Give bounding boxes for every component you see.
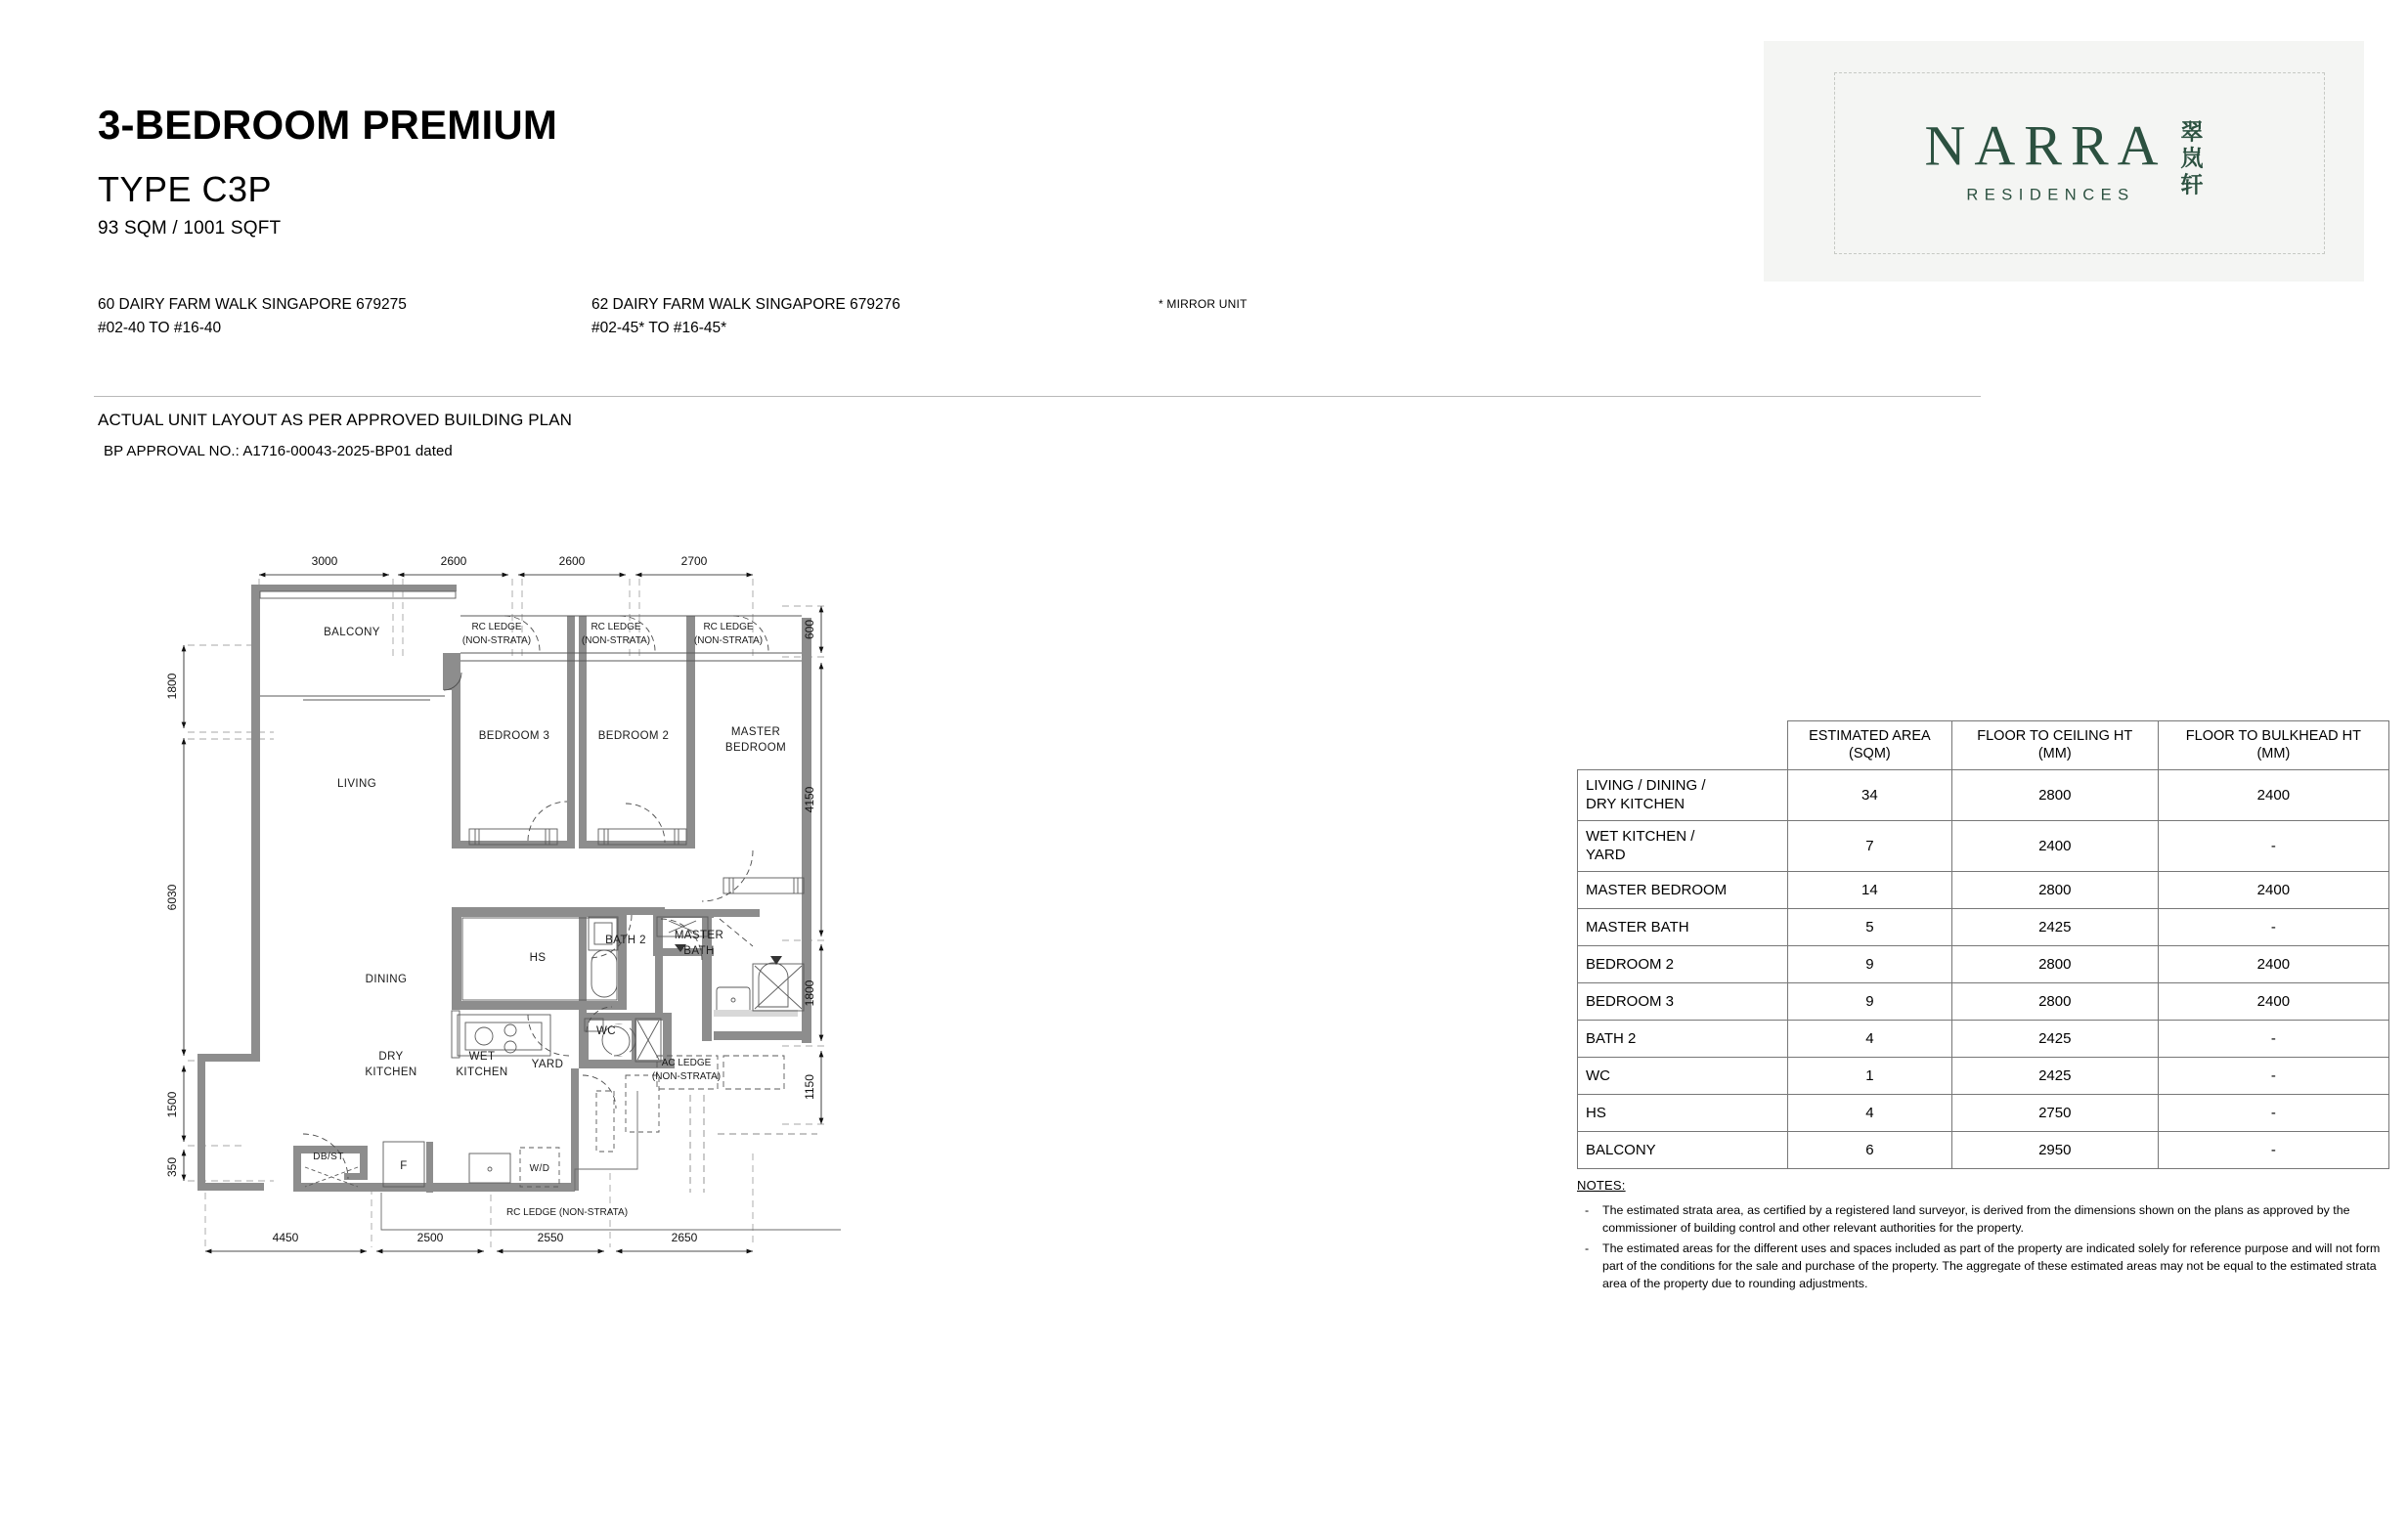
table-cell-area: 7 (1788, 821, 1952, 872)
room-label-db-st: DB/ST (313, 1152, 344, 1162)
table-cell-room-name (1578, 909, 1788, 946)
table-cell-ceiling-height: 2750 (1951, 1095, 2158, 1132)
logo-sub-text: RESIDENCES (1966, 186, 2135, 204)
rc-ledge-bottom-label: RC LEDGE (NON-STRATA) (505, 1207, 629, 1218)
table-cell-bulkhead-height: - (2158, 909, 2388, 946)
title-block (98, 103, 557, 239)
layout-note: ACTUAL UNIT LAYOUT AS PER APPROVED BUILDING PLAN (98, 411, 573, 429)
room-label-bedroom-3: BEDROOM 3 (478, 730, 550, 742)
room-label-bedroom-2: BEDROOM 2 (597, 730, 670, 742)
table-cell-room-name-line: MASTER BEDROOM (1586, 881, 1728, 898)
table-cell-area: 5 (1788, 909, 1952, 946)
bp-approval-no: BP APPROVAL NO.: A1716-00043-2025-BP01 dated (104, 443, 453, 459)
dim-bottom-2: 2500 (416, 1231, 444, 1244)
logo-chinese-text: 翠 岚 轩 (2180, 119, 2204, 198)
table-row (1578, 1058, 2389, 1095)
room-label-wet-kitchen-2: KITCHEN (456, 1066, 508, 1078)
table-cell-bulkhead-height: - (2158, 1095, 2388, 1132)
ac-ledge-label-line1: AC LEDGE (661, 1058, 712, 1068)
table-cell-area: 4 (1788, 1021, 1952, 1058)
table-cell-ceiling-height: 2800 (1951, 946, 2158, 983)
rc-ledge-label-3-line1: RC LEDGE (703, 622, 754, 632)
table-row (1578, 1132, 2389, 1169)
unit-area: 93 SQM / 1001 SQFT (98, 218, 282, 239)
table-cell-area: 9 (1788, 946, 1952, 983)
rc-ledge-label-2-line2: (NON-STRATA) (581, 635, 651, 646)
table-cell-ceiling-height: 2400 (1951, 821, 2158, 872)
dim-right-4: 1150 (803, 1074, 816, 1100)
unit-type-code: TYPE C3P (98, 169, 273, 210)
table-cell-ceiling-height: 2950 (1951, 1132, 2158, 1169)
address-block-1 (98, 293, 407, 340)
table-cell-room-name-line: BALCONY (1586, 1141, 1656, 1158)
table-cell-room-name (1578, 1021, 1788, 1058)
table-cell-bulkhead-height: - (2158, 821, 2388, 872)
table-cell-room-name (1578, 983, 1788, 1021)
room-label-master-bath-1: MASTER (674, 930, 724, 941)
table-header-row (1578, 721, 2389, 770)
floor-plan-drawing (165, 547, 1339, 1408)
dim-right-3: 1800 (803, 979, 816, 1007)
dim-top-2: 2600 (440, 554, 467, 568)
table-cell-room-name-line: BEDROOM 3 (1586, 992, 1675, 1010)
address-1-line2: #02-40 TO #16-40 (98, 320, 222, 337)
dim-right-2: 4150 (803, 786, 816, 813)
table-header-ceiling: FLOOR TO CEILING HT (MM) (1951, 721, 2158, 770)
room-label-fridge: F (400, 1160, 408, 1172)
rc-ledge-label-3-line2: (NON-STRATA) (693, 635, 764, 646)
table-cell-room-name-line: BEDROOM 2 (1586, 955, 1675, 973)
room-label-dining: DINING (365, 974, 408, 985)
table-cell-ceiling-height: 2800 (1951, 770, 2158, 821)
table-cell-room-name-line: HS (1586, 1104, 1606, 1121)
table-row (1578, 909, 2389, 946)
approval-block (98, 411, 572, 459)
table-cell-room-name-line: YARD (1586, 846, 1626, 863)
table-header-blank (1578, 721, 1788, 770)
rc-ledge-label-1-line1: RC LEDGE (471, 622, 522, 632)
table-cell-room-name (1578, 1095, 1788, 1132)
table-cell-room-name-line: BATH 2 (1586, 1029, 1637, 1047)
estimated-area-table (1577, 720, 2389, 1169)
dim-right-1: 600 (803, 619, 816, 640)
table-cell-room-name-line: MASTER BATH (1586, 918, 1689, 936)
dim-top-3: 2600 (558, 554, 586, 568)
address-1-line1: 60 DAIRY FARM WALK SINGAPORE 679275 (98, 296, 407, 313)
dim-bottom-1: 4450 (272, 1231, 299, 1244)
room-label-wc: WC (596, 1025, 616, 1037)
table-row (1578, 1095, 2389, 1132)
dim-top-4: 2700 (680, 554, 708, 568)
table-cell-room-name (1578, 946, 1788, 983)
narra-residences-logo (1764, 41, 2364, 282)
table-cell-ceiling-height: 2800 (1951, 872, 2158, 909)
room-label-hs: HS (529, 952, 547, 964)
table-row (1578, 770, 2389, 821)
dim-left-3: 1500 (165, 1091, 179, 1118)
table-cell-room-name-line: WC (1586, 1066, 1610, 1084)
note-item: - The estimated strata area, as certified by a registered land surveyor, is derived from the dimensions shown on the plans as approved by the commissioner of building control and other relevant authorities for the property. (1577, 1202, 2393, 1238)
dim-left-4: 350 (165, 1156, 179, 1178)
table-cell-ceiling-height: 2800 (1951, 983, 2158, 1021)
page-title: 3-BEDROOM PREMIUM (98, 102, 558, 148)
header-divider (94, 396, 1981, 397)
table-cell-area: 6 (1788, 1132, 1952, 1169)
ac-ledge-label-line2: (NON-STRATA) (651, 1071, 722, 1082)
room-label-master-bedroom-1: MASTER (730, 726, 781, 738)
table-cell-area: 1 (1788, 1058, 1952, 1095)
table-cell-room-name (1578, 1132, 1788, 1169)
table-cell-ceiling-height: 2425 (1951, 909, 2158, 946)
table-cell-area: 34 (1788, 770, 1952, 821)
table-cell-room-name-line: DRY KITCHEN (1586, 795, 1686, 812)
table-cell-area: 4 (1788, 1095, 1952, 1132)
rc-ledge-label-1-line2: (NON-STRATA) (461, 635, 532, 646)
table-cell-room-name-line: WET KITCHEN / (1586, 828, 1695, 846)
table-cell-bulkhead-height: 2400 (2158, 946, 2388, 983)
dim-bottom-4: 2650 (671, 1231, 698, 1244)
table-cell-ceiling-height: 2425 (1951, 1058, 2158, 1095)
room-label-wet-kitchen-1: WET (468, 1051, 496, 1063)
table-row (1578, 872, 2389, 909)
table-cell-area: 14 (1788, 872, 1952, 909)
table-cell-bulkhead-height: 2400 (2158, 872, 2388, 909)
dim-top-1: 3000 (311, 554, 338, 568)
address-block-2 (591, 293, 900, 340)
table-row (1578, 1021, 2389, 1058)
table-cell-bulkhead-height: - (2158, 1132, 2388, 1169)
table-cell-room-name-line: LIVING / DINING / (1586, 777, 1706, 795)
room-label-yard: YARD (531, 1059, 564, 1070)
table-cell-bulkhead-height: 2400 (2158, 770, 2388, 821)
table-row (1578, 983, 2389, 1021)
address-2-line1: 62 DAIRY FARM WALK SINGAPORE 679276 (591, 296, 900, 313)
table-cell-room-name (1578, 1058, 1788, 1095)
address-2-line2: #02-45* TO #16-45* (591, 320, 727, 337)
room-label-washer-dryer: W/D (529, 1163, 550, 1174)
table-row (1578, 946, 2389, 983)
table-header-bulkhead: FLOOR TO BULKHEAD HT (MM) (2158, 721, 2388, 770)
room-label-bath-2: BATH 2 (605, 935, 646, 946)
table-cell-room-name (1578, 821, 1788, 872)
table-header-area: ESTIMATED AREA (SQM) (1788, 721, 1952, 770)
table-cell-area: 9 (1788, 983, 1952, 1021)
note-item: - The estimated areas for the different uses and spaces included as part of the property are indicated solely for reference purpose and will not form part of the conditions for the sale and purchase of the property. The aggregate of these estimated areas may not be equal to the estimated strata area of the property due to rounding adjustments. (1577, 1240, 2393, 1293)
dim-left-1: 1800 (165, 673, 179, 700)
notes-block (1577, 1178, 2393, 1296)
rc-ledge-label-2-line1: RC LEDGE (591, 622, 641, 632)
logo-brand-text: NARRA (1924, 113, 2167, 178)
logo-wordmark (1924, 113, 2167, 205)
notes-list (1577, 1202, 2393, 1293)
mirror-unit-note: * MIRROR UNIT (1159, 297, 1248, 311)
room-label-balcony: BALCONY (324, 627, 380, 638)
dim-bottom-3: 2550 (537, 1231, 564, 1244)
table-cell-bulkhead-height: - (2158, 1021, 2388, 1058)
table-cell-bulkhead-height: - (2158, 1058, 2388, 1095)
room-label-dry-kitchen-1: DRY (378, 1051, 404, 1063)
room-label-dry-kitchen-2: KITCHEN (365, 1066, 417, 1078)
dim-left-2: 6030 (165, 884, 179, 911)
room-label-master-bedroom-2: BEDROOM (724, 742, 787, 754)
room-label-master-bath-2: BATH (683, 945, 715, 957)
table-cell-ceiling-height: 2425 (1951, 1021, 2158, 1058)
table-row (1578, 821, 2389, 872)
table-cell-room-name (1578, 872, 1788, 909)
room-label-living: LIVING (336, 778, 377, 790)
notes-title: NOTES: (1577, 1178, 1626, 1193)
table-cell-room-name (1578, 770, 1788, 821)
table-cell-bulkhead-height: 2400 (2158, 983, 2388, 1021)
